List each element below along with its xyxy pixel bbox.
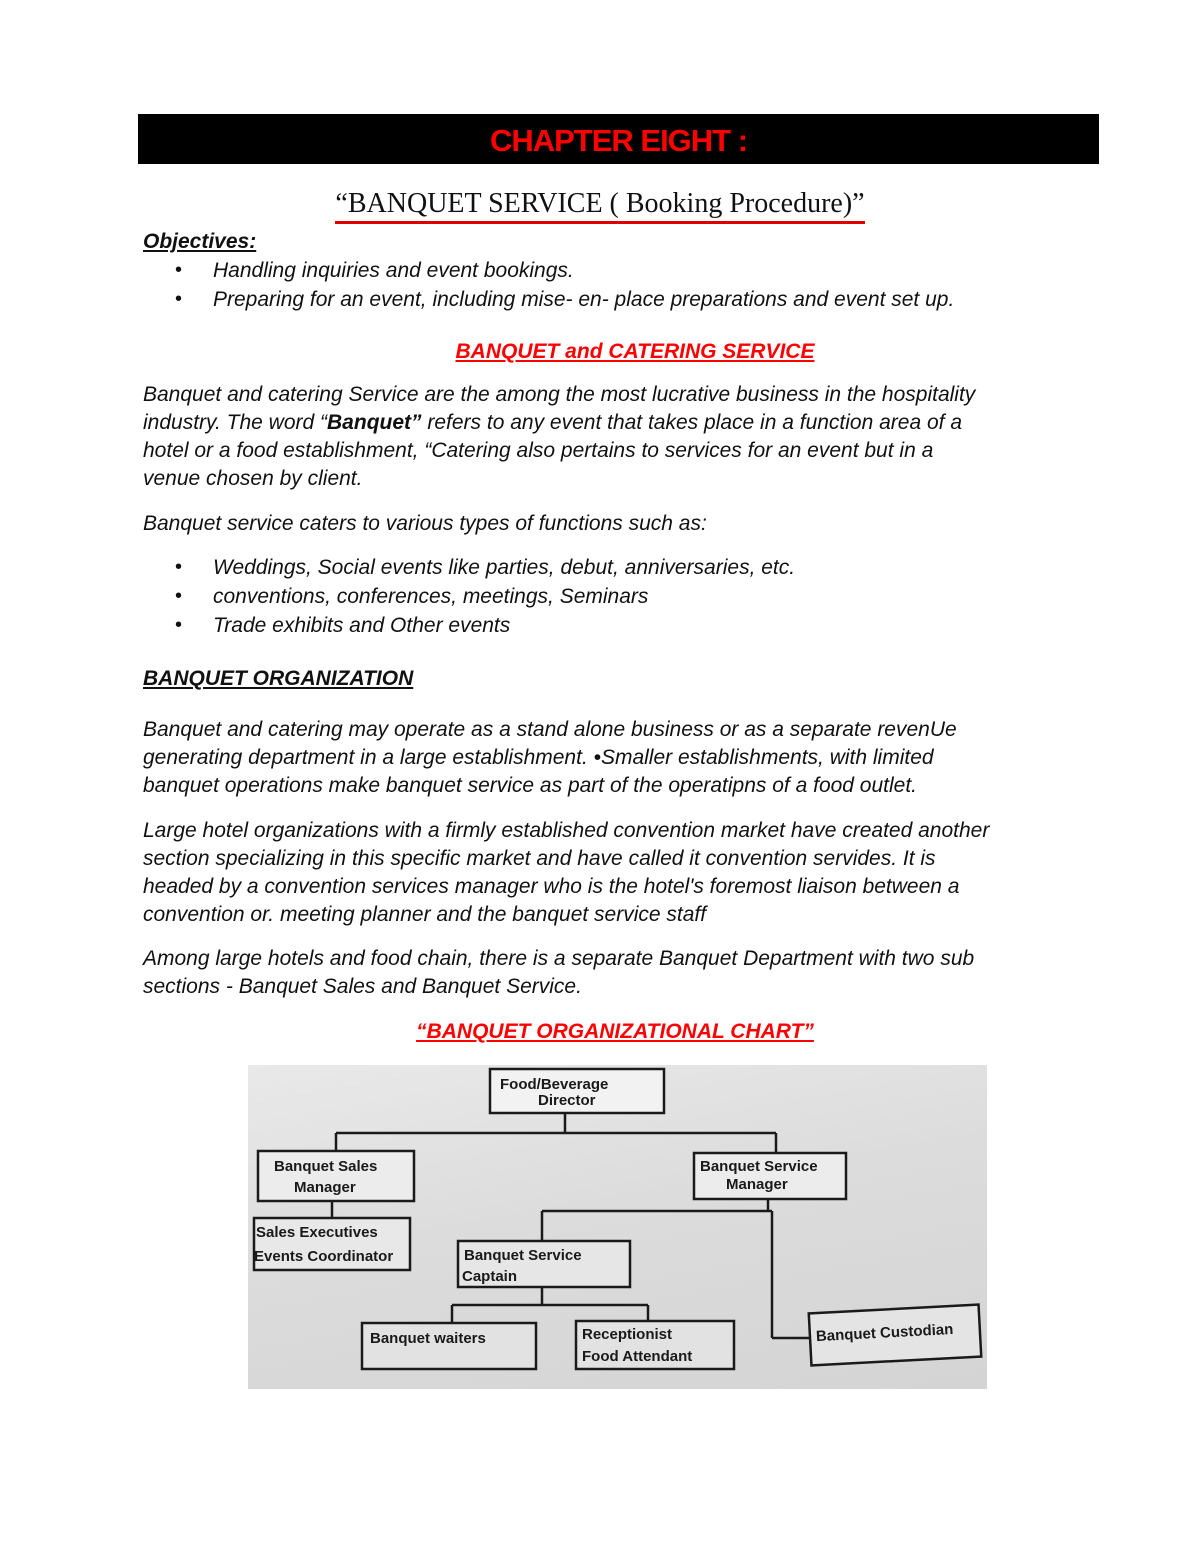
service-manager-line-2: Manager: [726, 1176, 788, 1193]
functions-list: [143, 553, 795, 640]
waiters-label: Banquet waiters: [370, 1330, 486, 1347]
paragraph-text: refers to any event that takes place in a function area of a: [421, 411, 963, 434]
objective-item: • Preparing for an event, including mise- en- place preparations and event set up.: [143, 285, 954, 314]
organization-paragraph-1: [143, 716, 1103, 800]
org-chart-diagram: [248, 1065, 987, 1389]
paragraph-line: headed by a convention services manager who is the hotel's foremost liaison between a: [143, 875, 960, 898]
director-line-1: Food/Beverage: [500, 1076, 609, 1093]
custodian-box: [809, 1305, 981, 1366]
objective-item: • Handling inquiries and event bookings.: [143, 256, 954, 285]
captain-line-2: Captain: [462, 1268, 518, 1285]
captain-line-1: Banquet Service: [464, 1247, 582, 1264]
paragraph-text: industry. The word “: [143, 411, 328, 434]
sales-manager-line-1: Banquet Sales: [274, 1158, 378, 1175]
director-box: [490, 1069, 664, 1113]
paragraph-line: Large hotel organizations with a firmly established convention market have created another: [143, 819, 990, 842]
sales-staff-line-1: Sales Executives: [256, 1224, 378, 1241]
section-heading-organization: BANQUET ORGANIZATION: [143, 667, 414, 690]
function-item: • conventions, conferences, meetings, Seminars: [143, 582, 795, 611]
receptionist-line-1: Receptionist: [582, 1326, 673, 1343]
paragraph-line: venue chosen by client.: [143, 467, 363, 490]
paragraph-line: sections - Banquet Sales and Banquet Service.: [143, 975, 582, 998]
objectives-heading: Objectives:: [143, 230, 257, 253]
sales-manager-box: [258, 1151, 414, 1201]
service-manager-box: [694, 1153, 846, 1199]
chapter-banner: [138, 114, 1099, 164]
paragraph-line: section specializing in this specific market and have called it convention servides. It is: [143, 847, 936, 870]
document-title: [0, 188, 1200, 220]
paragraph-line: generating department in a large establishment. •Smaller establishments, with limited: [143, 746, 934, 769]
organization-paragraph-3: [143, 945, 1103, 1001]
functions-intro: Banquet service caters to various types of functions such as:: [143, 512, 707, 535]
director-line-2: Director: [538, 1092, 596, 1109]
captain-box: [458, 1241, 630, 1287]
banquet-keyword: Banquet”: [327, 411, 422, 434]
sales-staff-box: [254, 1218, 410, 1270]
org-chart-photo: [248, 1065, 987, 1389]
paragraph-line: Banquet and catering Service are the among the most lucrative business in the hospitality: [143, 383, 976, 406]
section-heading-catering: BANQUET and CATERING SERVICE: [455, 340, 815, 363]
custodian-label: Banquet Custodian: [815, 1320, 954, 1346]
paragraph-line: Among large hotels and food chain, there is a separate Banquet Department with two sub: [143, 947, 975, 970]
paragraph-line: convention or. meeting planner and the banquet service staff: [143, 903, 707, 926]
objectives-list: [143, 256, 954, 314]
sales-staff-line-2: Events Coordinator: [254, 1248, 394, 1265]
document-title-text: “BANQUET SERVICE ( Booking Procedure)”: [335, 188, 864, 224]
paragraph-line: [143, 409, 1103, 437]
receptionist-box: [576, 1321, 734, 1369]
paragraph-line: hotel or a food establishment, “Catering also pertains to services for an event but in a: [143, 439, 934, 462]
chapter-heading: CHAPTER EIGHT :: [489, 123, 748, 158]
organization-paragraph-2: [143, 817, 1103, 929]
waiters-box: [362, 1323, 536, 1369]
service-manager-line-1: Banquet Service: [700, 1158, 818, 1175]
function-item: • Trade exhibits and Other events: [143, 611, 795, 640]
function-item: • Weddings, Social events like parties, debut, anniversaries, etc.: [143, 553, 795, 582]
sales-manager-line-2: Manager: [294, 1179, 356, 1196]
receptionist-line-2: Food Attendant: [582, 1348, 693, 1365]
org-chart-heading: “BANQUET ORGANIZATIONAL CHART”: [416, 1020, 814, 1043]
catering-paragraph: [143, 381, 1103, 493]
paragraph-line: banquet operations make banquet service as part of the operatipns of a food outlet.: [143, 774, 918, 797]
paragraph-line: Banquet and catering may operate as a stand alone business or as a separate revenUe: [143, 718, 957, 741]
